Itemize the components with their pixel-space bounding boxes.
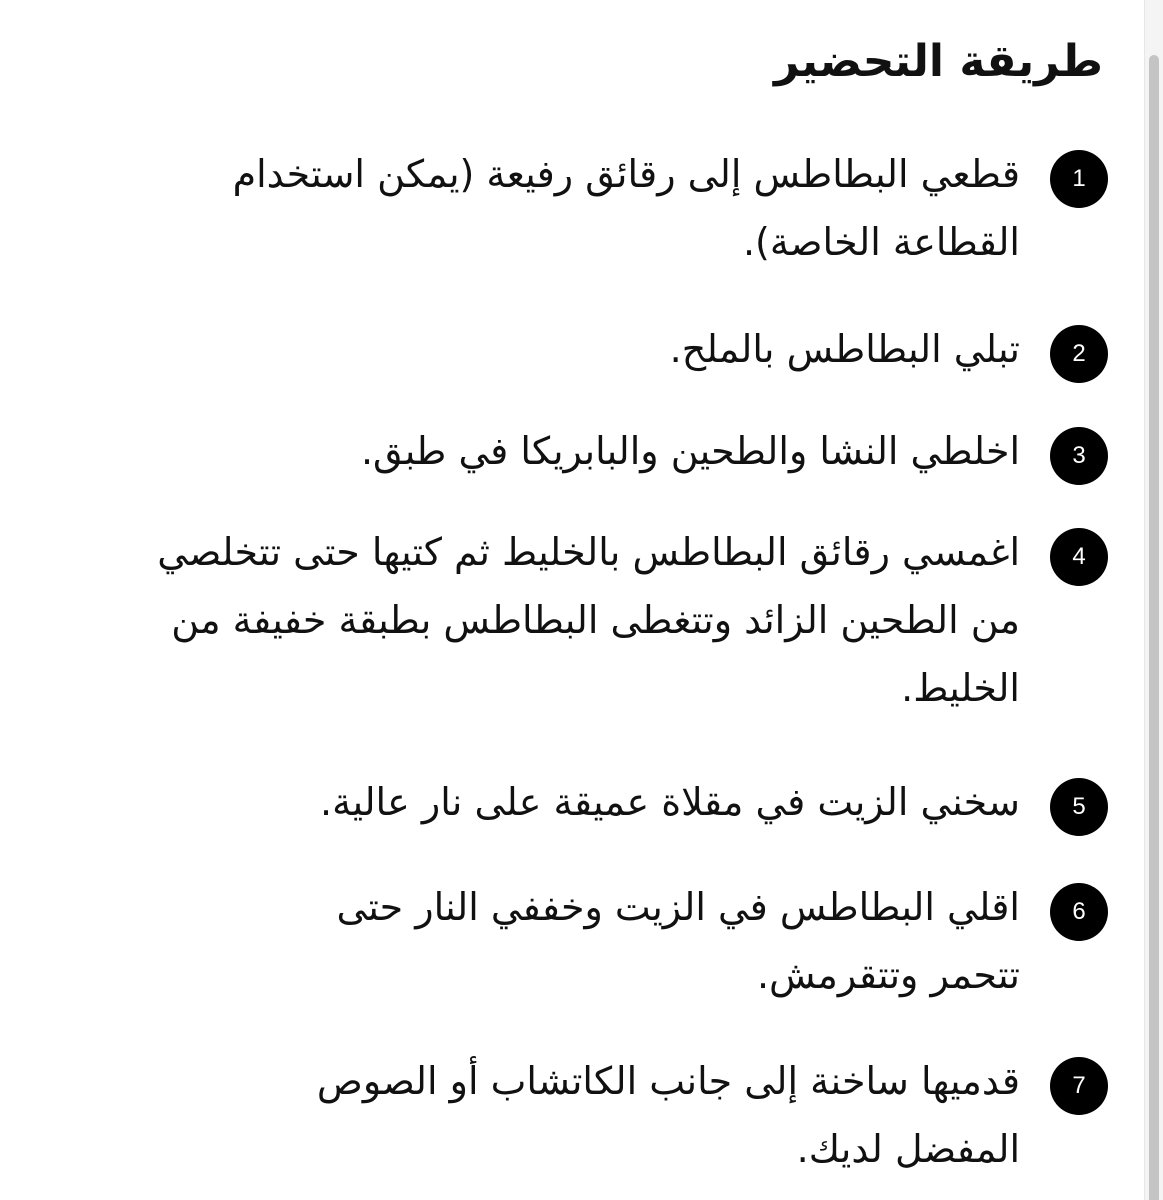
- scrollbar-thumb[interactable]: [1149, 55, 1159, 1200]
- step-number-badge: 2: [1050, 325, 1108, 383]
- step-number-badge: 6: [1050, 883, 1108, 941]
- page-title: طريقة التحضير: [774, 36, 1103, 87]
- step-number-badge: 4: [1050, 528, 1108, 586]
- step-number-badge: 7: [1050, 1057, 1108, 1115]
- step-text-line: اخلطي النشا والطحين والبابريكا في طبق.: [360, 429, 1020, 473]
- step-text-line: اقلي البطاطس في الزيت وخففي النار حتى: [336, 885, 1020, 929]
- step-text-line: اغمسي رقائق البطاطس بالخليط ثم كتيها حتى تتخلصي: [157, 530, 1020, 574]
- step-text-line: القطاعة الخاصة).: [742, 220, 1020, 264]
- step-text-line: الخليط.: [901, 666, 1020, 710]
- step-text-line: المفضل لديك.: [796, 1127, 1020, 1171]
- step-text: [233, 140, 1020, 276]
- step-text: [670, 315, 1020, 383]
- step-text: [320, 768, 1020, 836]
- step-text: [317, 1047, 1020, 1183]
- step-number-badge: 3: [1050, 427, 1108, 485]
- step-text-line: من الطحين الزائد وتتغطى البطاطس بطبقة خفيفة من: [171, 598, 1020, 642]
- step-text-line: تتحمر وتتقرمش.: [756, 953, 1020, 997]
- step-text: [361, 417, 1020, 485]
- step-text-line: قطعي البطاطس إلى رقائق رفيعة (يمكن استخدام: [232, 152, 1020, 196]
- step-text: [157, 518, 1020, 722]
- step-number-badge: 5: [1050, 778, 1108, 836]
- step-number-badge: 1: [1050, 150, 1108, 208]
- step-text: [337, 873, 1020, 1009]
- step-text-line: سخني الزيت في مقلاة عميقة على نار عالية.: [320, 780, 1020, 824]
- step-text-line: تبلي البطاطس بالملح.: [669, 327, 1020, 371]
- vertical-scrollbar[interactable]: [1144, 0, 1163, 1200]
- step-text-line: قدميها ساخنة إلى جانب الكاتشاب أو الصوص: [316, 1059, 1020, 1103]
